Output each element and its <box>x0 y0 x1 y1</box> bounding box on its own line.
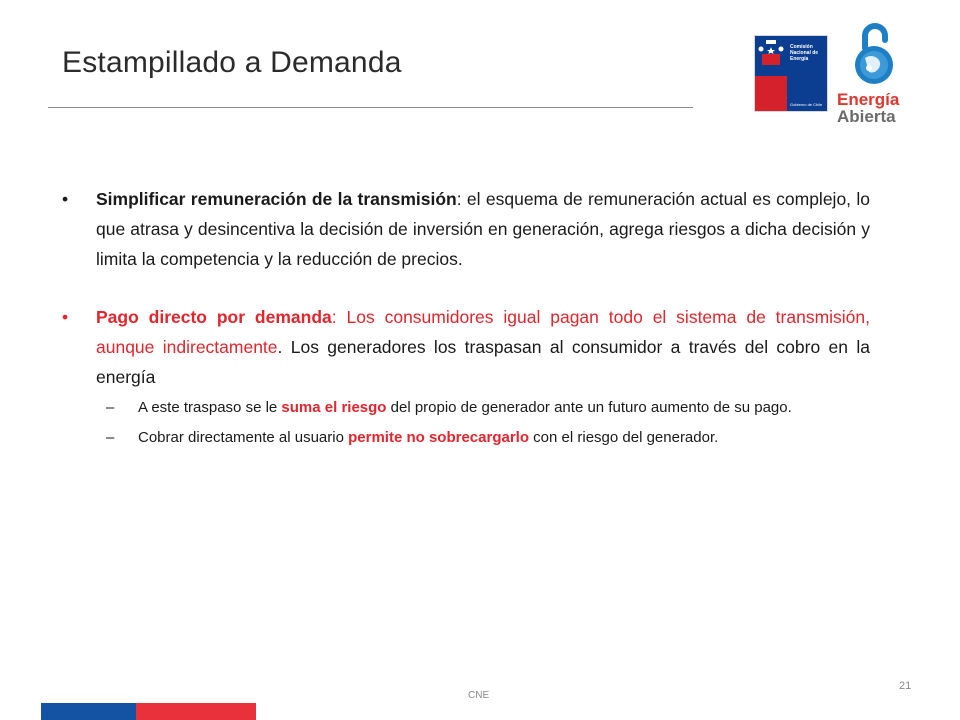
slide-body <box>62 184 870 450</box>
padlock-icon <box>843 22 903 88</box>
sub-bullet-text: del propio de generador ante un futuro aumento de su pago. <box>386 399 792 416</box>
footer-label: CNE <box>468 690 490 701</box>
sub-bullet-item <box>62 396 870 420</box>
cne-logo <box>754 35 828 112</box>
bullet-marker: • <box>62 189 69 209</box>
sub-bullet-text: con el riesgo del generador. <box>529 429 719 446</box>
bullet-item <box>62 302 870 392</box>
cne-logo-line1: Comisión <box>790 44 813 50</box>
sub-bullet-item <box>62 426 870 450</box>
bullet-bold: Pago directo por demanda <box>96 307 332 327</box>
footer-bar-red <box>136 703 256 720</box>
bullet-text: : el esquema de remuneración actual es complejo, lo que atrasa y desincentiva la decisión de inversión en generación, agrega riesgos a dicha decisión y limita la competencia y la reducción de precios. <box>96 189 870 269</box>
energia-abierta-word2: Abierta <box>837 107 896 126</box>
cne-logo-footer: Gobierno de Chile <box>790 102 823 107</box>
footer-bar-blue <box>41 703 136 720</box>
title-divider <box>48 107 693 108</box>
bullet-item <box>62 184 870 274</box>
sub-bullet-dash: – <box>106 429 115 446</box>
sub-bullet-highlight: suma el riesgo <box>281 399 387 416</box>
cne-logo-line3: Energía <box>790 56 809 62</box>
sub-bullet-text: Cobrar directamente al usuario <box>138 429 349 446</box>
sub-bullet-text: A este traspaso se le <box>138 399 282 416</box>
slide-title: Estampillado a Demanda <box>62 46 402 79</box>
chile-crest-icon <box>758 39 784 73</box>
page-number: 21 <box>899 680 912 692</box>
bullet-marker: • <box>62 307 69 327</box>
cne-logo-line2: Nacional de <box>790 50 819 56</box>
bullet-red-text: : Los consumidores igual pagan todo el sistema de transmisión, aunque indirectamente <box>96 307 871 357</box>
bullet-text: . Los generadores los traspasan al consumidor a través del cobro en la energía <box>96 337 870 387</box>
energia-abierta-word1: Energía <box>837 90 900 109</box>
energia-abierta-logo <box>835 22 907 124</box>
bullet-bold: Simplificar remuneración de la transmisión <box>96 189 457 209</box>
sub-bullet-dash: – <box>106 399 115 416</box>
sub-bullet-highlight: permite no sobrecargarlo <box>348 429 529 446</box>
